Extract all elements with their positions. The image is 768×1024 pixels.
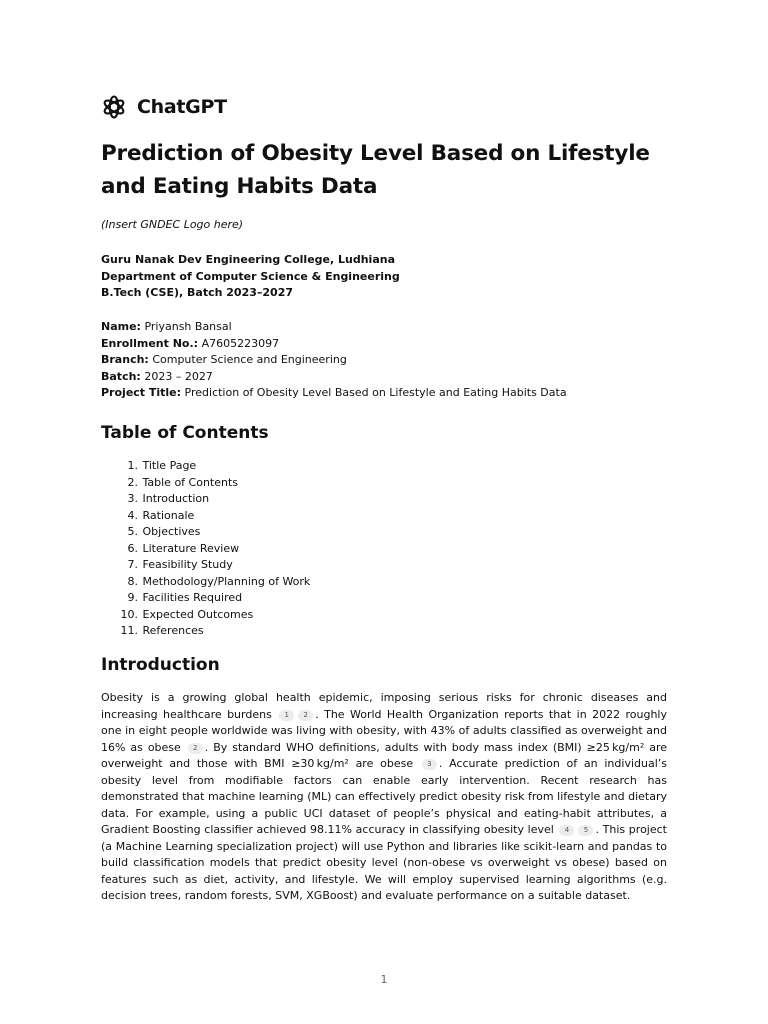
toc-item: 8. Methodology/Planning of Work xyxy=(127,574,311,588)
toc-item: 4. Rationale xyxy=(127,508,195,522)
citation-badge[interactable]: 3 xyxy=(422,759,437,770)
institution-line: B.Tech (CSE), Batch 2023–2027 xyxy=(101,286,294,299)
toc-item: 9. Facilities Required xyxy=(127,591,243,604)
toc-item: 11. References xyxy=(120,624,204,637)
toc-item: 1. Title Page xyxy=(127,459,197,472)
citation-badge[interactable]: 1 xyxy=(279,710,294,721)
openai-logo-icon xyxy=(101,94,127,120)
introduction-paragraph: Obesity is a growing global health epidemic, imposing serious risks for chronic diseases and increasing healthcare burdens 1 2 . The World Health Organization reports that in 2022 roughly one in eight people worldwide was living with obesity, with 43% of adults classified as overweight and 16% as obese 2 . By standard WHO definitions, adults with body mass index (BMI) ≥25 kg/m² are overweight and those with BMI ≥30 kg/m² are obese 3 . Accurate prediction of an individual’s obesity level from modifiable factors can enable early intervention. Recent research has demonstrated that machine learning (ML) can effectively predict obesity risk from lifestyle and dietary data. For example, using a public UCI dataset of people’s physical and eating-habit attributes, a Gradient Boosting classifier achieved 98.11% accuracy in classifying obesity level 4 5 . This project (a Machine Learning specialization project) will use Python and libraries like scikit-learn and pandas to build classification models that predict obesity level (non-obese vs overweight vs obese) based on features such as diet, activity, and lifestyle. We will employ supervised learning algorithms (e.g. decision trees, random forests, SVM, XGBoost) and evaluate performance on a suitable dataset. xyxy=(101,691,667,902)
info-enrollment: Enrollment No.: A7605223097 xyxy=(101,336,280,350)
document-title: Prediction of Obesity Level Based on Lifestyle and Eating Habits Data xyxy=(101,141,650,199)
toc-item: 10. Expected Outcomes xyxy=(120,607,254,621)
info-project-title: Project Title: Prediction of Obesity Level Based on Lifestyle and Eating Habits Data xyxy=(101,386,567,399)
toc-item: 3. Introduction xyxy=(127,492,210,505)
citation-badge[interactable]: 2 xyxy=(298,710,313,721)
toc-heading: Table of Contents xyxy=(101,423,269,443)
citation-badge[interactable]: 5 xyxy=(578,825,593,836)
introduction-heading: Introduction xyxy=(101,655,220,675)
page-number: 1 xyxy=(380,973,388,986)
toc-item: 7. Feasibility Study xyxy=(127,558,233,571)
toc-item: 5. Objectives xyxy=(127,525,201,538)
institution-block xyxy=(101,252,400,302)
info-name: Name: Priyansh Bansal xyxy=(101,320,232,333)
citation-badge[interactable]: 4 xyxy=(559,825,574,836)
logo-placeholder-note: (Insert GNDEC Logo here) xyxy=(101,218,244,231)
citation-badge[interactable]: 2 xyxy=(188,743,203,754)
student-info xyxy=(101,319,567,402)
toc-item: 6. Literature Review xyxy=(127,541,240,555)
table-of-contents xyxy=(101,458,310,640)
brand-header xyxy=(101,94,227,120)
info-batch: Batch: 2023 – 2027 xyxy=(101,369,213,383)
institution-line: Department of Computer Science & Engineering xyxy=(101,269,400,283)
info-branch: Branch: Computer Science and Engineering xyxy=(101,353,347,366)
institution-line: Guru Nanak Dev Engineering College, Ludhiana xyxy=(101,253,396,266)
toc-item: 2. Table of Contents xyxy=(127,475,239,489)
brand-name: ChatGPT xyxy=(137,96,227,118)
